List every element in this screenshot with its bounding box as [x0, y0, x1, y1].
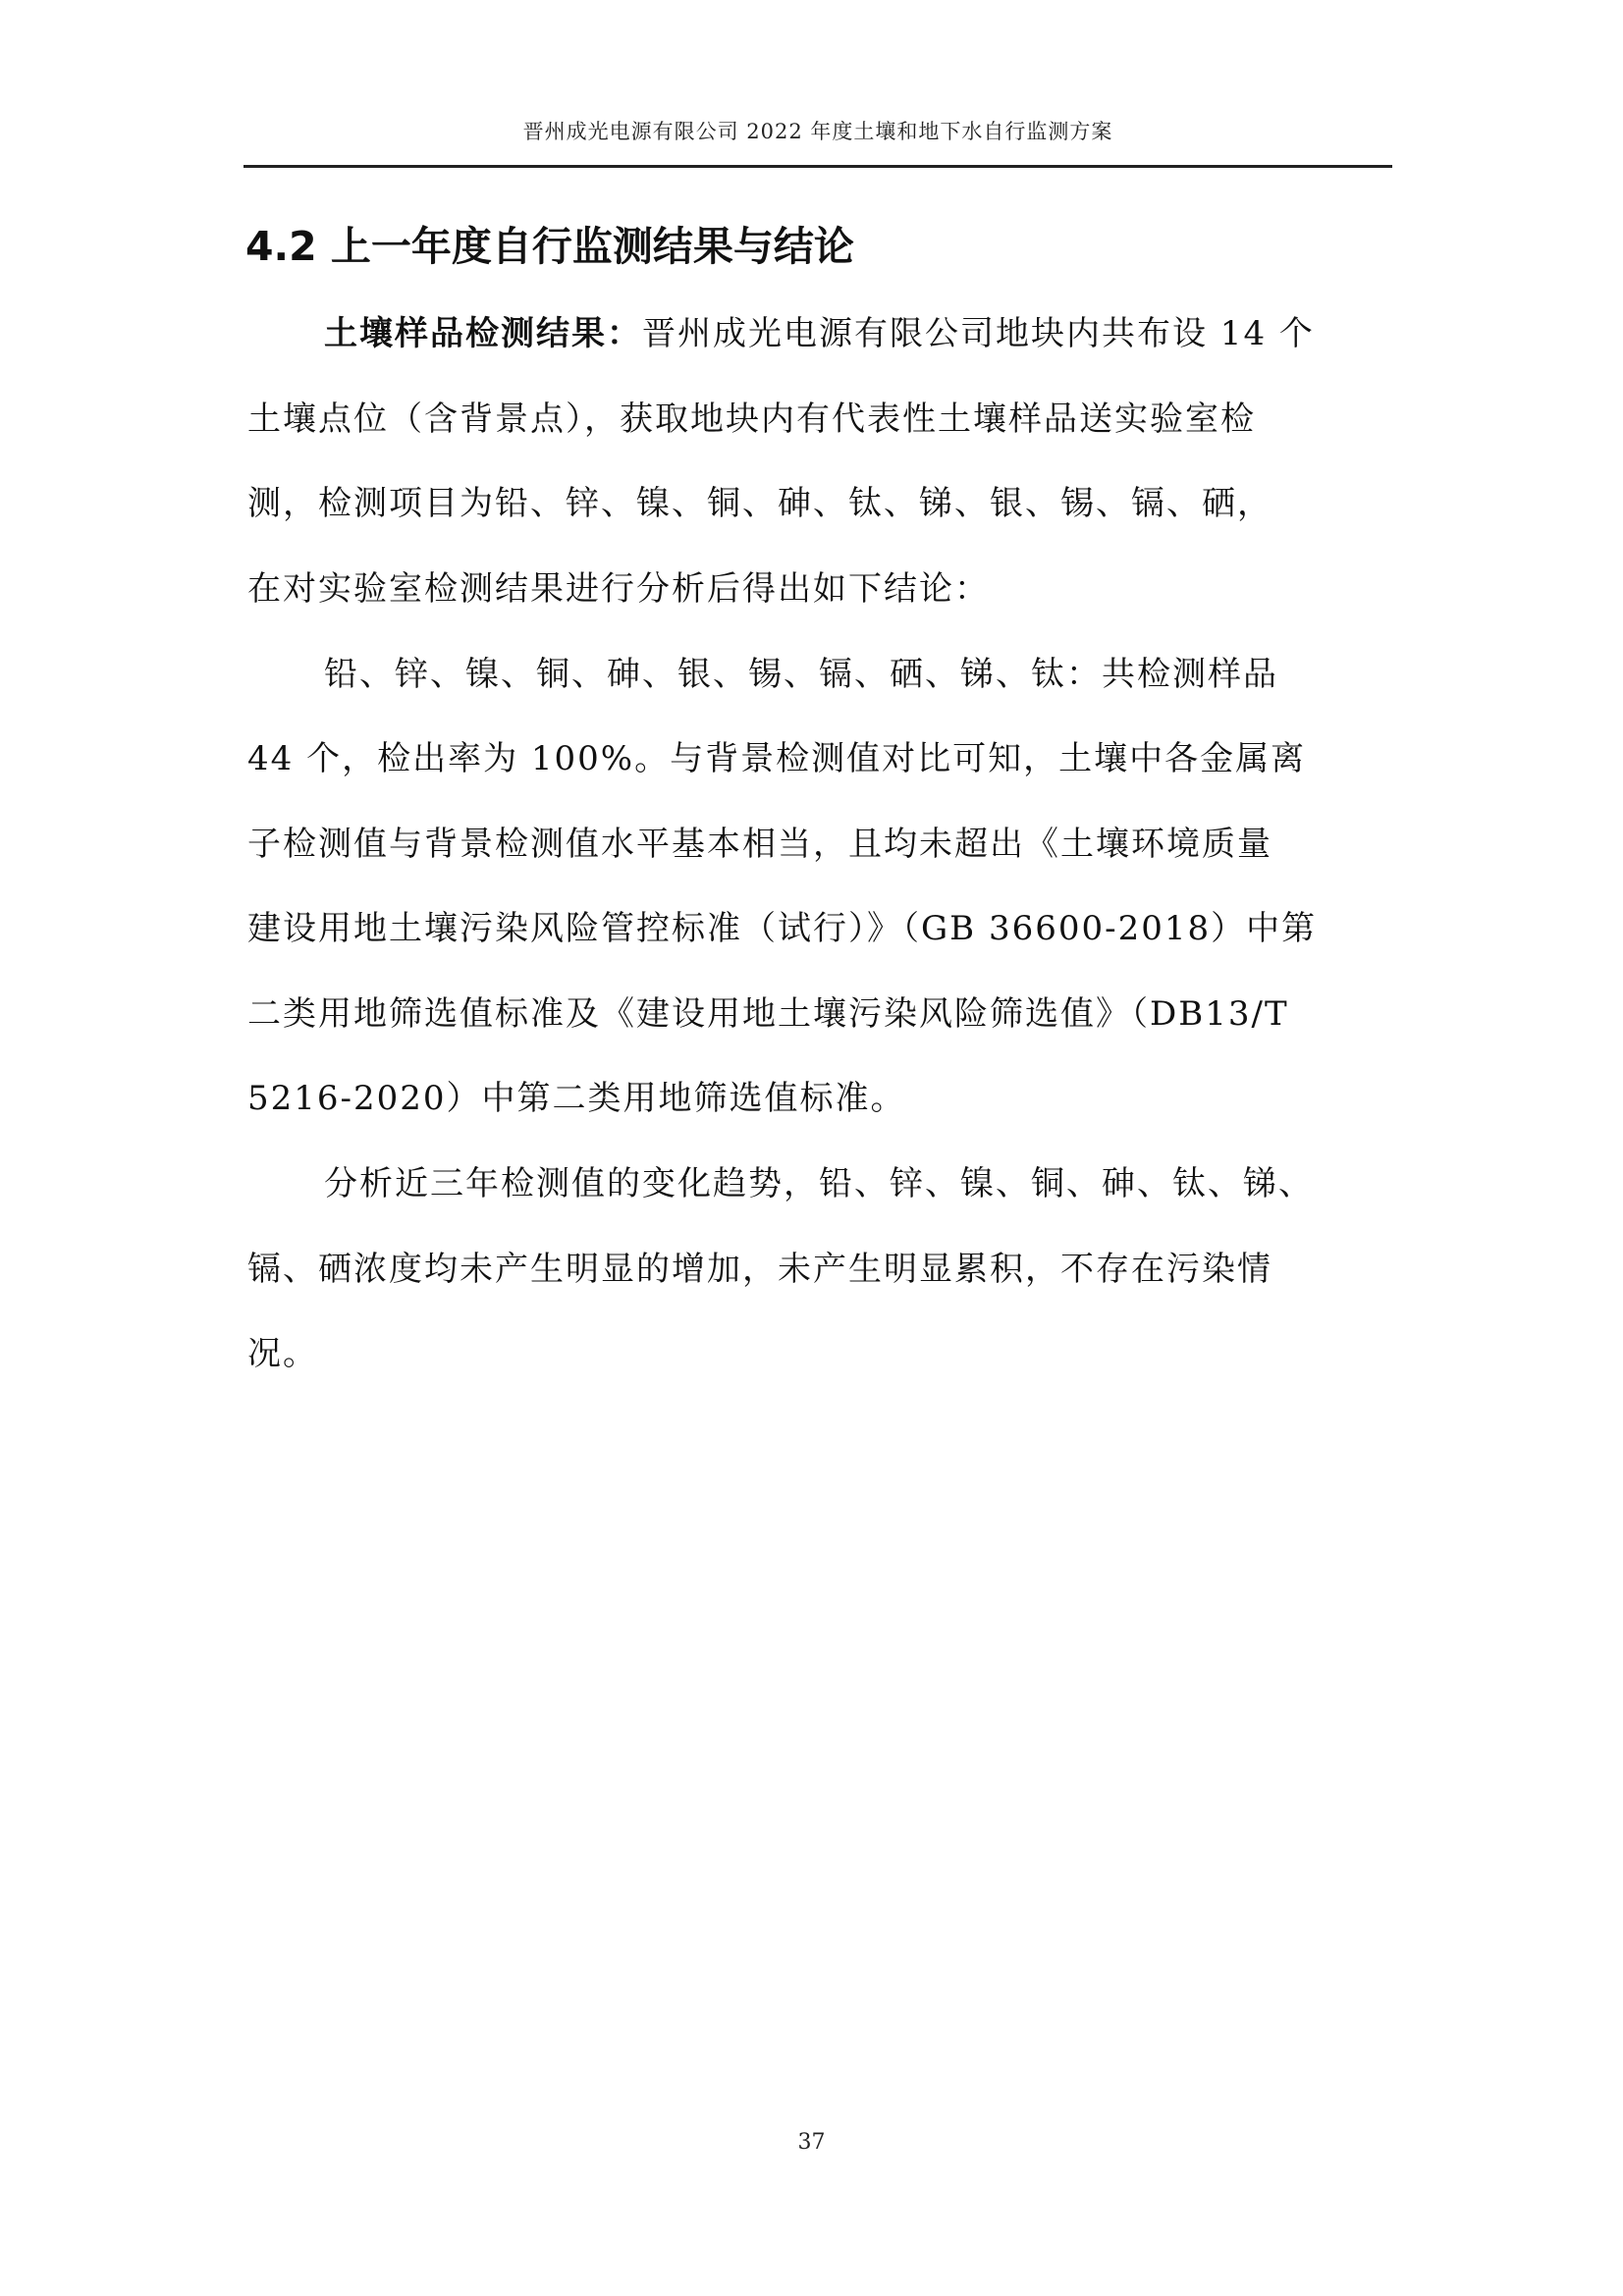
section-heading: 4.2 上一年度自行监测结果与结论 — [245, 223, 854, 270]
paragraph-2-line-5: 二类用地筛选值标准及《建设用地土壤污染风险筛选值》（DB13/T — [247, 994, 1289, 1034]
paragraph-2-line-6: 5216-2020）中第二类用地筛选值标准。 — [247, 1079, 906, 1118]
paragraph-1-line-2: 土壤点位（含背景点），获取地块内有代表性土壤样品送实验室检 — [247, 400, 1256, 439]
paragraph-1-line-4: 在对实验室检测结果进行分析后得出如下结论： — [247, 569, 990, 609]
paragraph-2-line-4: 建设用地土壤污染风险管控标准（试行）》（GB 36600-2018）中第 — [247, 909, 1318, 948]
paragraph-3-line-3: 况。 — [247, 1334, 318, 1373]
paragraph-1-line-3: 测，检测项目为铅、锌、镍、铜、砷、钛、锑、银、锡、镉、硒， — [247, 484, 1272, 523]
paragraph-3-line-1: 分析近三年检测值的变化趋势，铅、锌、镍、铜、砷、钛、锑、 — [324, 1164, 1314, 1203]
paragraph-3-line-2: 镉、硒浓度均未产生明显的增加，未产生明显累积，不存在污染情 — [247, 1250, 1272, 1289]
paragraph-1-lead: 土壤样品检测结果： — [324, 314, 642, 353]
paragraph-2-line-3: 子检测值与背景检测值水平基本相当，且均未超出《土壤环境质量 — [247, 825, 1272, 864]
paragraph-1-line-1-text: 晋州成光电源有限公司地块内共布设 14 个 — [642, 314, 1315, 353]
running-header: 晋州成光电源有限公司 2022 年度土壤和地下水自行监测方案 — [522, 120, 1113, 143]
paragraph-2-line-2: 44 个，检出率为 100%。与背景检测值对比可知，土壤中各金属离 — [247, 739, 1307, 778]
paragraph-2-line-1: 铅、锌、镍、铜、砷、银、锡、镉、硒、锑、钛：共检测样品 — [324, 655, 1278, 694]
paragraph-1-line-1 — [324, 306, 1394, 354]
page-number: 37 — [797, 2130, 826, 2155]
header-rule — [243, 165, 1392, 168]
